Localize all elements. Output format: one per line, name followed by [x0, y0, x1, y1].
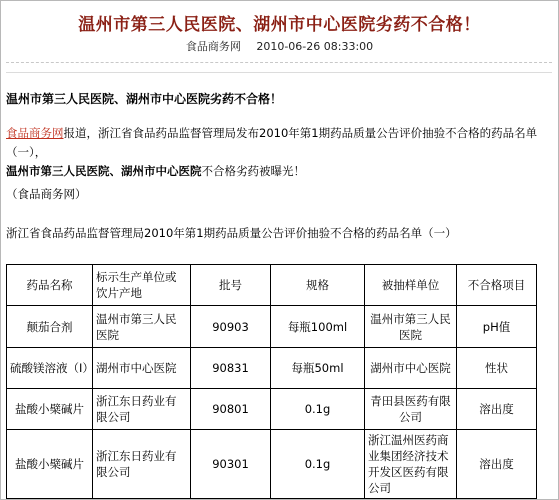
- cell-spec: 0.1g: [271, 389, 365, 430]
- cell-drug-name: 盐酸小檗碱片: [7, 389, 93, 430]
- divider: [6, 62, 552, 63]
- article-source: 食品商务网: [185, 40, 241, 53]
- cell-spec: 每瓶100ml: [271, 306, 365, 348]
- header-batch: 批号: [191, 265, 271, 306]
- table-row: [7, 348, 537, 389]
- table-row: [7, 306, 537, 348]
- article-meta: [0, 38, 559, 54]
- article-heading: 温州市第三人民医院、湖州市中心医院劣药不合格！: [6, 92, 283, 106]
- cell-batch: 90301: [191, 430, 271, 499]
- header-drug-name: 药品名称: [7, 265, 93, 306]
- cell-batch: 90831: [191, 348, 271, 389]
- header-spec: 规格: [271, 265, 365, 306]
- cell-sampled-unit: 温州市第三人民医院: [365, 306, 457, 348]
- header-failed-item: 不合格项目: [457, 265, 537, 306]
- article-datetime: 2010-06-26 08:33:00: [256, 40, 374, 53]
- cell-failed-item: pH值: [457, 306, 537, 348]
- list-title: 浙江省食品药品监督管理局2010年第1期药品质量公告评价抽验不合格的药品名单（一）: [6, 226, 457, 240]
- cell-drug-name: 硫酸镁溶液（Ⅰ）: [7, 348, 93, 389]
- cell-failed-item: 性状: [457, 348, 537, 389]
- lead-tail: 不合格劣药被曝光！: [201, 164, 305, 178]
- source-link[interactable]: 食品商务网: [6, 126, 64, 140]
- header-manufacturer: 标示生产单位或饮片产地: [93, 265, 191, 306]
- cell-spec: 每瓶50ml: [271, 348, 365, 389]
- cell-failed-item: 溶出度: [457, 430, 537, 499]
- lead-text: 报道，浙江省食品药品监督管理局发布2010年第1期药品质量公告评价抽验不合格的药品名单（一），: [6, 126, 538, 159]
- cell-spec: 0.1g: [271, 430, 365, 499]
- cell-sampled-unit: 青田县医药有限公司: [365, 389, 457, 430]
- lead-bold-hospitals: 温州市第三人民医院、湖州市中心医院: [6, 164, 202, 178]
- cell-sampled-unit: 浙江温州医药商业集团经济技术开发区医药有限公司: [365, 430, 457, 499]
- cell-manufacturer: 浙江东日药业有限公司: [93, 389, 191, 430]
- unqualified-drugs-table: [6, 264, 537, 499]
- cell-sampled-unit: 湖州市中心医院: [365, 348, 457, 389]
- page-title: 温州市第三人民医院、湖州市中心医院劣药不合格！: [78, 15, 481, 35]
- table-header-row: [7, 265, 537, 306]
- cell-manufacturer: 湖州市中心医院: [93, 348, 191, 389]
- article-lead: [6, 124, 554, 181]
- table-row: [7, 430, 537, 499]
- cell-batch: 90903: [191, 306, 271, 348]
- cell-failed-item: 溶出度: [457, 389, 537, 430]
- cell-manufacturer: 温州市第三人民医院: [93, 306, 191, 348]
- cell-drug-name: 颠茄合剂: [7, 306, 93, 348]
- divider: [6, 72, 552, 73]
- header-sampled-unit: 被抽样单位: [365, 265, 457, 306]
- cell-drug-name: 盐酸小檗碱片: [7, 430, 93, 499]
- table-row: [7, 389, 537, 430]
- cell-manufacturer: 浙江东日药业有限公司: [93, 430, 191, 499]
- cell-batch: 90801: [191, 389, 271, 430]
- source-note: （食品商务网）: [6, 187, 87, 201]
